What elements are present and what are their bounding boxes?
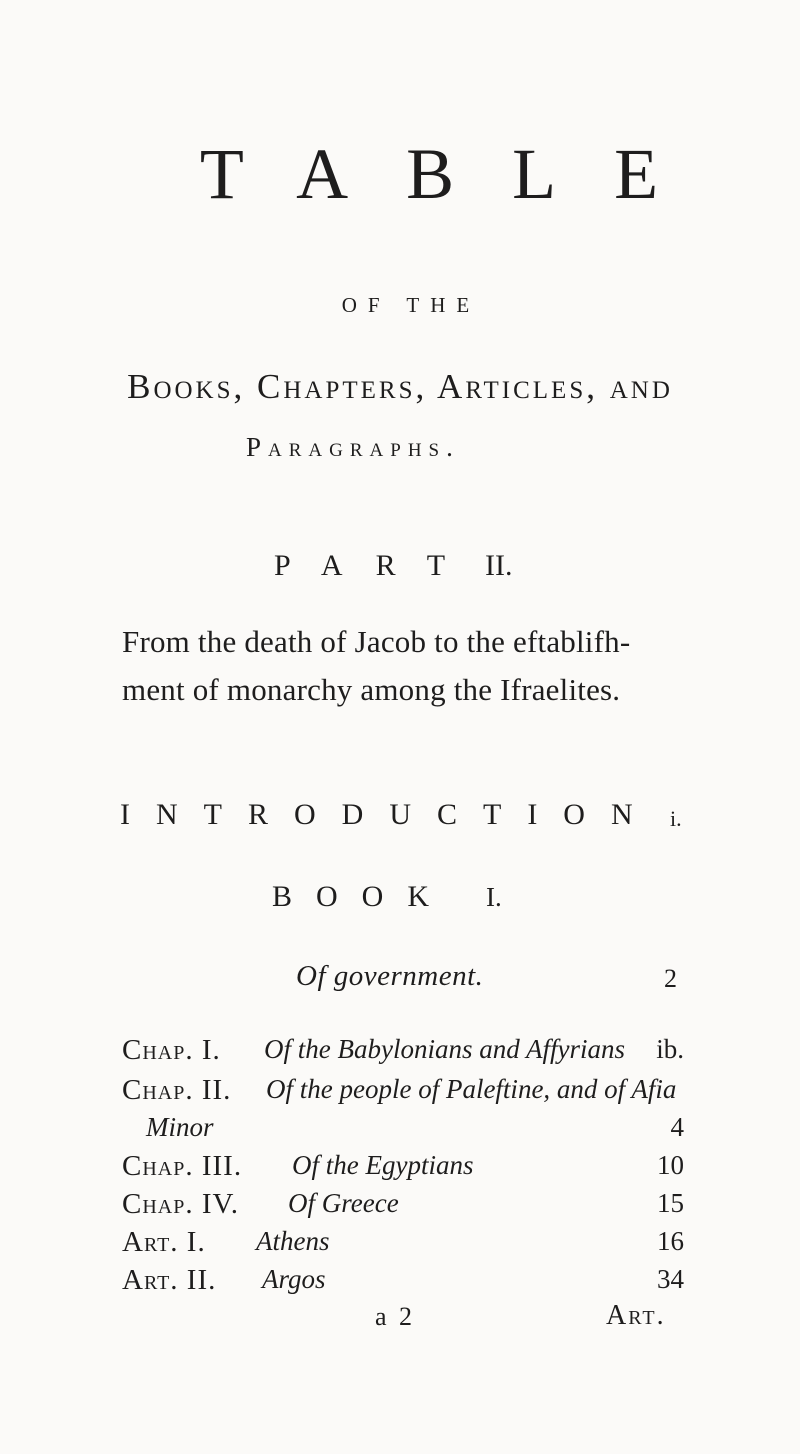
toc-entry-label: Chap. IV. (122, 1188, 239, 1220)
toc-entry-label: Art. II. (122, 1264, 217, 1296)
toc-entry-title: Argos (262, 1264, 326, 1294)
part-description-line-2: ment of monarchy among the Ifraelites. (122, 672, 621, 707)
of-the-heading: OF THE (341, 293, 481, 317)
book-number: I. (486, 882, 502, 912)
part-description-line-1: From the death of Jacob to the eftablifh- (122, 624, 631, 659)
section-title: Of government. (296, 960, 484, 992)
subtitle-line-2: Paragraphs. (246, 432, 460, 462)
introduction-page: i. (670, 806, 682, 831)
part-number: II. (485, 549, 513, 582)
toc-entry-page: 34 (657, 1264, 684, 1294)
toc-entry-title: Of the Egyptians (292, 1150, 474, 1180)
introduction-heading: INTRODUCTION (120, 798, 659, 831)
toc-entry-page: 16 (657, 1226, 684, 1256)
toc-entry-title: Of the people of Paleftine, and of Afia (266, 1074, 677, 1104)
catchword: Art. (606, 1300, 666, 1331)
section-page: 2 (664, 964, 677, 993)
toc-entry-label: Chap. III. (122, 1150, 243, 1182)
toc-entry-title-continuation: Minor (146, 1112, 214, 1142)
toc-entry-label: Chap. II. (122, 1074, 232, 1106)
toc-entry-page: ib. (656, 1034, 684, 1064)
toc-entry-page: 4 (670, 1112, 684, 1142)
subtitle-line-1: Books, Chapters, Articles, and (127, 367, 673, 406)
part-heading: PART (274, 549, 479, 582)
toc-entry-label: Art. I. (122, 1226, 206, 1258)
toc-entry-title: Of the Babylonians and Affyrians (264, 1034, 625, 1064)
toc-entry-page: 10 (657, 1150, 684, 1180)
page-title: TABLE (199, 134, 717, 214)
toc-entry-label: Chap. I. (122, 1034, 221, 1066)
toc-entry-page: 15 (657, 1188, 684, 1218)
toc-entry-title: Of Greece (288, 1188, 399, 1218)
signature-mark: a 2 (375, 1302, 416, 1331)
book-heading: BOOK (272, 880, 454, 913)
toc-entry-title: Athens (256, 1226, 330, 1256)
